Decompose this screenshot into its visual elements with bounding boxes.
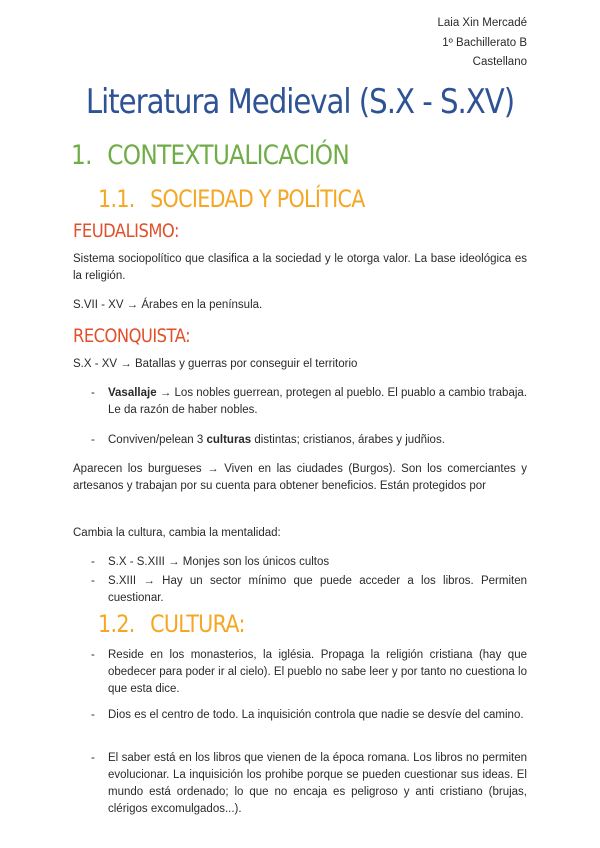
- paragraph-arabes: S.VII - XV → Árabes en la península.: [73, 299, 263, 311]
- list-dash: -: [91, 575, 95, 587]
- list-item-text: distintas; cristianos, árabes y judñios.: [251, 434, 445, 446]
- author-course: 1º Bachillerato B: [442, 36, 527, 49]
- list-item-vasallaje: [108, 385, 527, 419]
- author-subject: Castellano: [472, 56, 527, 68]
- heading-feudalismo: FEUDALISMO:: [73, 220, 179, 242]
- term-culturas: culturas: [206, 434, 252, 446]
- list-item-saber: El saber está en los libros que vienen de la época romana. Los libros no permiten evolucionar. La inquisición los prohibe porque se pueden cuestionar sus ideas. El mundo está ordenado; lo que no encaja es peligroso y anti cristiano (brujas, clérigos excomulgados...).: [108, 752, 527, 815]
- subsection-number: 1.1.: [98, 185, 135, 213]
- list-dash: -: [91, 556, 95, 568]
- subsection-title: CULTURA:: [150, 610, 245, 638]
- paragraph-burgueses: Aparecen los burgueses → Viven en las ciudades (Burgos). Son los comerciantes y artesanos y trabajan por su cuenta para obtener beneficios. Están protegidos por: [73, 463, 527, 492]
- list-item-text: → Los nobles guerrean, protegen al pueblo. El puablo a cambio trabaja. Le da razón de haber nobles.: [108, 387, 527, 416]
- list-item-text: Conviven/pelean 3: [108, 434, 207, 446]
- list-item-monjes: S.X - S.XIII → Monjes son los únicos cultos: [108, 556, 330, 568]
- paragraph-feudalismo-definition: Sistema sociopolítico que clasifica a la sociedad y le otorga valor. La base ideológica es la religión.: [73, 253, 527, 282]
- list-dash: -: [91, 649, 95, 661]
- subsection-title: SOCIEDAD Y POLÍTICA: [150, 185, 365, 213]
- heading-reconquista: RECONQUISTA:: [73, 325, 191, 347]
- paragraph-mentalidad: Cambia la cultura, cambia la mentalidad:: [73, 527, 281, 539]
- section-heading-contextualicacion: [71, 140, 349, 171]
- list-item-monasterios: Reside en los monasterios, la iglésia. Propaga la religión cristiana (hay que obedecer para poder ir al cielo). El pueblo no sabe leer y por tanto no cuestiona lo que esta dice.: [108, 649, 527, 695]
- term-vasallaje: Vasallaje: [108, 387, 157, 399]
- section-title: CONTEXTUALICACIÓN: [107, 140, 350, 171]
- list-dash: -: [91, 387, 95, 399]
- subsection-heading-sociedad: [98, 185, 365, 213]
- list-item-culturas: [108, 432, 527, 449]
- author-name: Laia Xin Mercadé: [437, 17, 527, 29]
- section-number: 1.: [71, 140, 92, 171]
- author-block: [438, 14, 528, 73]
- list-dash: -: [91, 709, 95, 721]
- list-item-sector-minimo: S.XIII → Hay un sector mínimo que puede acceder a los libros. Permiten cuestionar.: [108, 575, 527, 604]
- subsection-heading-cultura: [98, 610, 245, 638]
- document-title: Literatura Medieval (S.X - S.XV): [85, 82, 515, 122]
- list-item-dios: Dios es el centro de todo. La inquisición controla que nadie se desvíe del camino.: [108, 709, 524, 721]
- list-dash: -: [91, 752, 95, 764]
- list-dash: -: [91, 434, 95, 446]
- subsection-number: 1.2.: [98, 610, 135, 638]
- paragraph-reconquista-intro: S.X - XV → Batallas y guerras por conseguir el territorio: [73, 358, 358, 370]
